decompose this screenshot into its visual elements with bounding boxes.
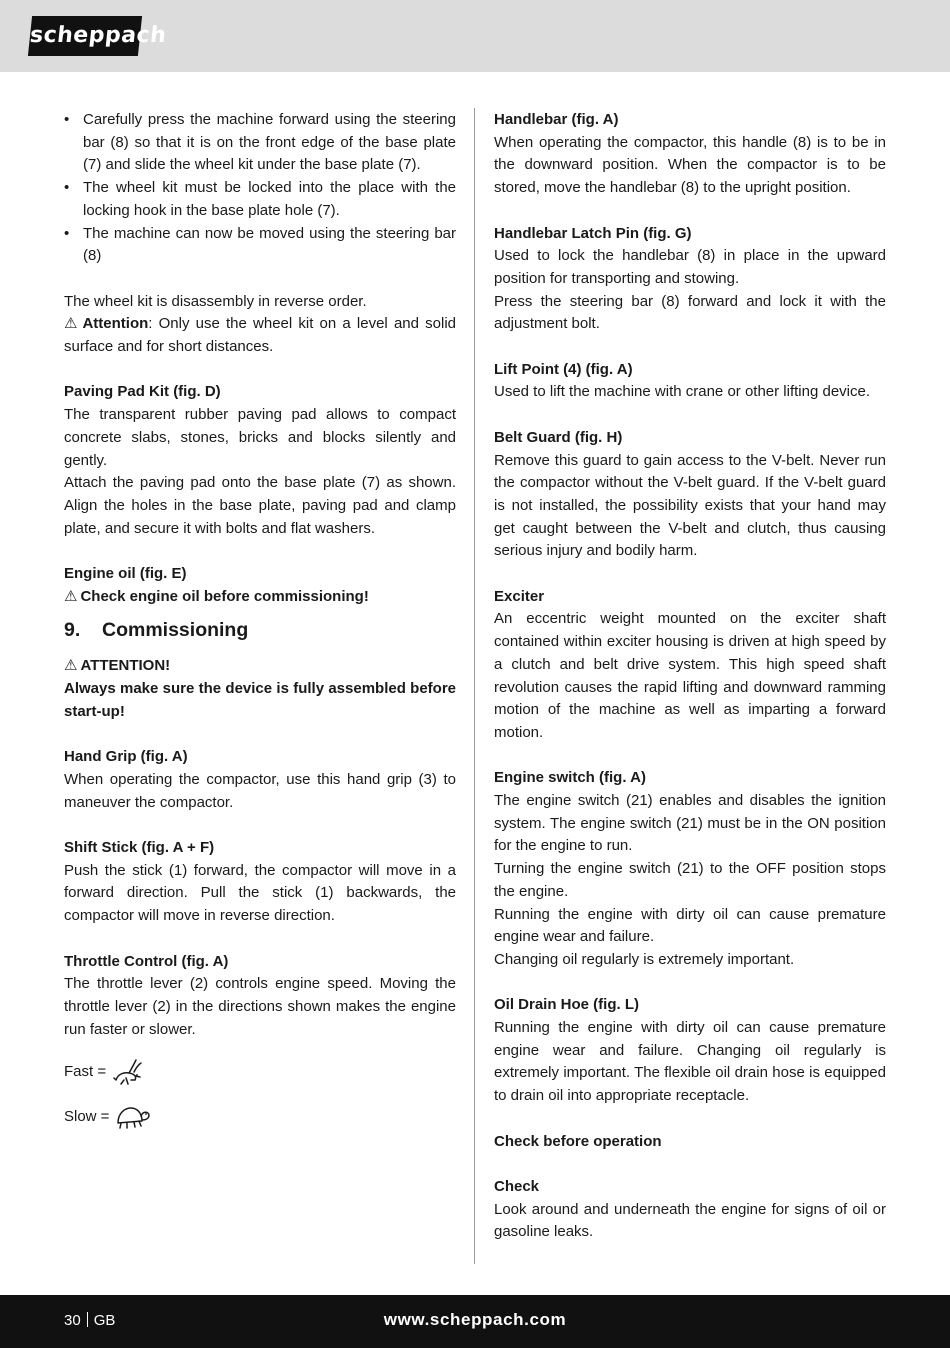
fast-symbol-row — [64, 1055, 456, 1089]
check-heading: Check — [494, 1177, 540, 1195]
paving-pad-heading: Paving Pad Kit (fig. D) — [64, 383, 221, 401]
turtle-icon — [115, 1103, 151, 1131]
list-item: • The machine can now be moved using the steering bar (8) — [64, 223, 456, 268]
attention-text: : Only use the wheel kit on a level and solid surface and for short distances. — [64, 315, 456, 356]
handlebar-paragraph: When operating the compactor, this handle (8) is to be in the downward position. When the compactor is to be stored, move the handlebar (8) to the upright position. — [494, 133, 886, 197]
section-number: 9. — [64, 619, 81, 642]
check-before-heading: Check before operation — [494, 1132, 662, 1150]
section-title: Commissioning — [102, 619, 249, 642]
check-paragraph: Look around and underneath the engine for signs of oil or gasoline leaks. — [494, 1200, 886, 1241]
right-column — [494, 109, 886, 1244]
slow-label: Slow = — [64, 1107, 110, 1125]
shift-stick-paragraph: Push the stick (1) forward, the compactor will move in a forward direction. Pull the stick (1) backwards, the compactor will move in reverse direction. — [64, 861, 456, 925]
paving-pad-paragraph: Attach the paving pad onto the base plate (7) as shown. Align the holes in the base plate, paving pad and clamp plate, and secure it with bolts and flat washers. — [64, 474, 456, 537]
page-header — [0, 0, 950, 72]
belt-guard-heading: Belt Guard (fig. H) — [494, 428, 623, 446]
slow-symbol-row — [64, 1100, 456, 1134]
belt-guard-paragraph: Remove this guard to gain access to the V-belt. Never run the compactor without the V-belt guard. If the V-belt guard is not installed, the possibility exists that your hand may get caught between the V-belt and clutch, thus causing serious injury and bodily harm. — [494, 451, 886, 560]
engine-switch-paragraph: Changing oil regularly is extremely important. — [494, 950, 795, 968]
wheel-kit-bullet-list — [64, 109, 456, 268]
throttle-heading: Throttle Control (fig. A) — [64, 952, 229, 970]
list-item: • Carefully press the machine forward using the steering bar (8) so that it is on the front edge of the base plate (7) and slide the wheel kit under the base plate (7). — [64, 109, 456, 177]
brand-logo: scheppach — [28, 16, 142, 56]
latch-pin-heading: Handlebar Latch Pin (fig. G) — [494, 224, 692, 242]
warning-icon: ⚠ — [64, 315, 80, 333]
list-item: • The wheel kit must be locked into the place with the locking hook in the base plate hole (7). — [64, 177, 456, 222]
attention-statement: Always make sure the device is fully assembled before start-up! — [64, 680, 456, 720]
attention-note — [64, 313, 456, 358]
exciter-paragraph: An eccentric weight mounted on the exciter shaft contained within exciter housing is driven at high speed by a clutch and belt drive system. This high speed shaft revolution causes the rapid lifting and downward ramming motion of the machine as well as imparting a forward motion. — [494, 610, 886, 741]
engine-switch-heading: Engine switch (fig. A) — [494, 769, 646, 787]
throttle-paragraph: The throttle lever (2) controls engine speed. Moving the throttle lever (2) in the directions shown makes the engine run faster or slower. — [64, 975, 456, 1038]
page-footer — [0, 1295, 950, 1348]
left-column — [64, 109, 456, 1134]
oil-drain-paragraph: Running the engine with dirty oil can cause premature engine wear and failure. Changing oil regularly is extremely important. The flexible oil drain hose is equipped to drain oil into appropriate receptacle. — [494, 1019, 886, 1105]
latch-pin-paragraph: Press the steering bar (8) forward and lock it with the adjustment bolt. — [494, 292, 886, 333]
engine-switch-paragraph: Turning the engine switch (21) to the OFF position stops the engine. — [494, 860, 886, 900]
lift-point-paragraph: Used to lift the machine with crane or other lifting device. — [494, 383, 871, 401]
lift-point-heading: Lift Point (4) (fig. A) — [494, 360, 633, 378]
handlebar-heading: Handlebar (fig. A) — [494, 111, 619, 128]
language-code: GB — [93, 1312, 116, 1329]
warning-icon: ⚠ — [64, 587, 78, 605]
paving-pad-paragraph: The transparent rubber paving pad allows to compact concrete slabs, stones, bricks and blocks silently and gently. — [64, 406, 456, 469]
hand-grip-paragraph: When operating the compactor, use this hand grip (3) to maneuver the compactor. — [64, 770, 456, 811]
engine-oil-heading: Engine oil (fig. E) — [64, 565, 187, 583]
attention-label: Attention — [82, 315, 149, 333]
warning-icon: ⚠ — [64, 657, 78, 675]
latch-pin-paragraph: Used to lock the handlebar (8) in place in the upward position for transporting and stowing. — [494, 247, 886, 287]
disassembly-note: The wheel kit is disassembly in reverse order. — [64, 292, 367, 310]
attention-heading: ⚠ ATTENTION! — [64, 657, 171, 675]
rabbit-icon — [112, 1056, 144, 1088]
fast-label: Fast = — [64, 1062, 107, 1080]
shift-stick-heading: Shift Stick (fig. A + F) — [64, 839, 215, 857]
column-divider — [474, 108, 475, 1264]
oil-drain-heading: Oil Drain Hoe (fig. L) — [494, 996, 639, 1014]
section-heading — [64, 617, 456, 643]
engine-switch-paragraph: The engine switch (21) enables and disables the ignition system. The engine switch (21) must be in the ON position for the engine to run. — [494, 792, 886, 855]
engine-switch-paragraph: Running the engine with dirty oil can cause premature engine wear and failure. — [494, 905, 886, 946]
exciter-heading: Exciter — [494, 587, 545, 605]
page-number: 30 — [64, 1312, 81, 1329]
website-url: www.scheppach.com — [383, 1310, 567, 1329]
engine-oil-warning: ⚠ Check engine oil before commissioning! — [64, 587, 369, 605]
hand-grip-heading: Hand Grip (fig. A) — [64, 748, 188, 766]
